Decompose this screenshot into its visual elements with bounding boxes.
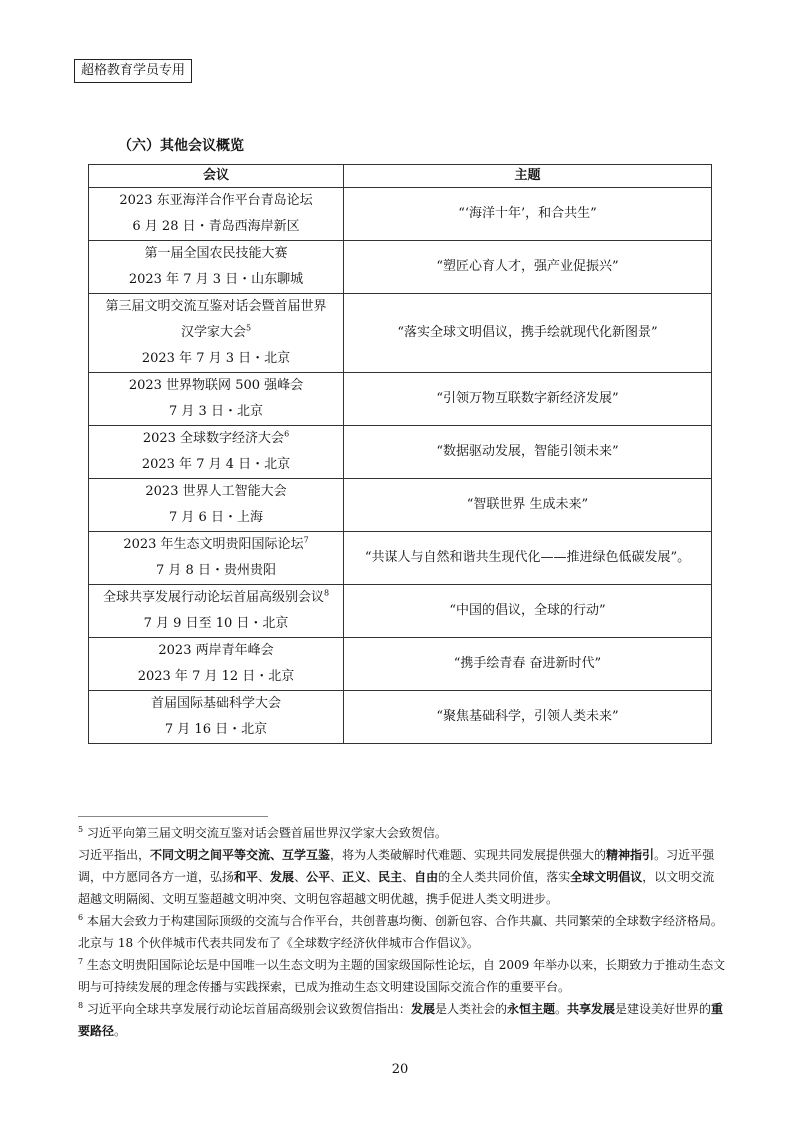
theme-cell: “‘海洋十年’，和合共生”	[344, 188, 712, 241]
table-body	[89, 188, 712, 744]
footnote-text: 习近平向第三届文明交流互鉴对话会暨首届世界汉学家大会致贺信。	[86, 826, 447, 840]
footnote-emphasis: 公平	[306, 870, 331, 884]
meeting-cell	[89, 373, 344, 426]
footnote-emphasis: 不同文明之间平等交流、互学互鉴	[150, 848, 331, 862]
footnote-text: ，以文明交流超越文明隔阂、文明互鉴超越文明冲突、文明包容超越文明优越，携手促进人类文明进步。	[78, 870, 715, 906]
footnote-text: 是建设美好世界的	[615, 1002, 712, 1016]
meeting-name-line	[93, 320, 339, 346]
table-row	[89, 691, 712, 744]
table-row	[89, 532, 712, 585]
meeting-name-line	[93, 638, 339, 664]
footnote-text: ，将为人类破解时代难题、实现共同发展提供强大的	[330, 848, 607, 862]
footnote-mark: 5	[78, 825, 84, 834]
meeting-name-text: 全球共享发展行动论坛首届高级别会议	[102, 590, 324, 605]
theme-cell: “聚焦基础科学，引领人类未来”	[344, 691, 712, 744]
footnote-mark: 7	[78, 957, 84, 966]
meeting-name-line	[93, 505, 339, 531]
meeting-cell	[89, 691, 344, 744]
meeting-name-line	[93, 188, 339, 214]
meeting-name-line	[93, 294, 339, 320]
meeting-name-text: 2023 全球数字经济大会	[142, 431, 285, 446]
footnote-emphasis: 共享发展	[567, 1002, 616, 1016]
footnote-ref: 6	[284, 429, 290, 439]
meeting-name-text: 2023 年 7 月 3 日・山东聊城	[128, 272, 304, 287]
footnote	[78, 844, 726, 910]
footnote-emphasis: 发展	[270, 870, 295, 884]
meeting-cell	[89, 479, 344, 532]
meeting-name-text: 2023 年生态文明贵阳国际论坛	[123, 537, 304, 552]
theme-cell: “塑匠心育人才，强产业促振兴”	[344, 241, 712, 294]
meeting-name-text: 7 月 16 日・北京	[164, 722, 268, 737]
meeting-name-text: 首届国际基础科学大会	[150, 696, 281, 711]
meeting-name-line	[93, 479, 339, 505]
meeting-name-text: 7 月 9 日至 10 日・北京	[143, 616, 289, 631]
meeting-cell	[89, 638, 344, 691]
footnote-text: 生态文明贵阳国际论坛是中国唯一以生态文明为主题的国家级国际性论坛，自 2009 年举办以来，长期致力于推动生态文明与可持续发展的理念传播与实践探索，已成为推动生态文明建设国际交流合作的重要平台。	[78, 958, 726, 994]
footnote-mark: 6	[78, 913, 84, 922]
footnote-emphasis: 发展	[410, 1002, 435, 1016]
column-header-theme: 主题	[344, 165, 712, 188]
meeting-name-line	[93, 717, 339, 743]
table-header-row	[89, 165, 712, 188]
footnote-text: 、	[330, 870, 343, 884]
meeting-name-line	[93, 664, 339, 690]
meeting-cell	[89, 241, 344, 294]
meeting-name-text: 6 月 28 日・青岛西海岸新区	[132, 219, 300, 234]
footnote-emphasis: 民主	[378, 870, 403, 884]
meeting-name-text: 7 月 3 日・北京	[169, 404, 263, 419]
footnote-emphasis: 精神指引	[606, 848, 655, 862]
footnote	[78, 822, 726, 844]
theme-cell: “共谋人与自然和谐共生现代化——推进绿色低碳发展”。	[344, 532, 712, 585]
footnote-emphasis: 全球文明倡议	[570, 870, 643, 884]
meeting-name-text: 2023 年 7 月 3 日・北京	[141, 351, 291, 366]
section-title: （六）其他会议概览	[118, 138, 244, 154]
theme-cell: “智联世界 生成未来”	[344, 479, 712, 532]
footnote-emphasis: 和平	[234, 870, 259, 884]
theme-cell: “携手绘青春 奋进新时代”	[344, 638, 712, 691]
footnote-text: 、	[294, 870, 307, 884]
meeting-name-text: 第一届全国农民技能大赛	[144, 246, 288, 261]
footnote-divider	[78, 816, 268, 817]
page-number: 20	[391, 1062, 409, 1077]
meeting-cell	[89, 188, 344, 241]
meeting-name-line	[93, 558, 339, 584]
theme-cell: “引领万物互联数字新经济发展”	[344, 373, 712, 426]
theme-cell: “数据驱动发展，智能引领未来”	[344, 426, 712, 479]
meeting-name-text: 2023 东亚海洋合作平台青岛论坛	[119, 193, 313, 208]
footnote	[78, 954, 726, 998]
footnote-emphasis: 重要路径	[78, 1002, 724, 1038]
footnote-ref: 7	[303, 535, 309, 545]
footnote-text: 、	[258, 870, 271, 884]
footnote-ref: 5	[245, 323, 252, 333]
footnote-text: 。	[554, 1002, 567, 1016]
meeting-name-line	[93, 214, 339, 240]
table-row	[89, 479, 712, 532]
column-header-meeting: 会议	[89, 165, 344, 188]
table-row	[89, 373, 712, 426]
meeting-name-text: 7 月 6 日・上海	[169, 510, 263, 525]
meeting-name-text: 2023 年 7 月 12 日・北京	[137, 669, 295, 684]
meeting-name-line	[93, 373, 339, 399]
meeting-name-line	[93, 399, 339, 425]
meeting-name-line	[93, 691, 339, 717]
header-label: 超格教育学员专用	[74, 59, 192, 83]
footnote-emphasis: 永恒主题	[506, 1002, 555, 1016]
footnote-text: 习近平向全球共享发展行动论坛首届高级别会议致贺信指出：	[86, 1002, 411, 1016]
meeting-name-text: 2023 两岸青年峰会	[158, 643, 274, 658]
meeting-name-text: 2023 年 7 月 4 日・北京	[141, 457, 291, 472]
meeting-name-text: 2023 世界物联网 500 强峰会	[128, 378, 304, 393]
meeting-name-line	[93, 452, 339, 478]
meeting-cell	[89, 426, 344, 479]
meeting-name-line	[93, 346, 339, 372]
footnote-text: 。习近平强调，中方愿同各方一道，弘扬	[78, 848, 715, 884]
meetings-table	[88, 164, 712, 744]
table-row	[89, 241, 712, 294]
footnote-text: 是人类社会的	[434, 1002, 507, 1016]
footnote-text: 。	[114, 1024, 127, 1038]
footnote	[78, 910, 726, 954]
footnote-text: 习近平指出，	[78, 848, 151, 862]
table-row	[89, 426, 712, 479]
meeting-name-text: 2023 世界人工智能大会	[145, 484, 287, 499]
meeting-name-text: 第三届文明交流互鉴对话会暨首届世界	[105, 299, 327, 314]
meeting-name-text: 汉学家大会	[180, 325, 246, 340]
meeting-cell	[89, 532, 344, 585]
footnote-text: 、	[402, 870, 415, 884]
meeting-cell	[89, 294, 344, 373]
table-row	[89, 294, 712, 373]
footnote-emphasis: 正义	[342, 870, 367, 884]
meeting-name-line	[93, 532, 339, 558]
table-row	[89, 585, 712, 638]
meeting-name-line	[93, 611, 339, 637]
meeting-name-line	[93, 585, 339, 611]
footnote-mark: 8	[78, 1001, 84, 1010]
footnote-emphasis: 自由	[414, 870, 439, 884]
footnote-ref: 8	[323, 588, 330, 598]
footnotes	[78, 822, 726, 1042]
footnote-text: 、	[366, 870, 379, 884]
table-row	[89, 188, 712, 241]
meeting-cell	[89, 585, 344, 638]
footnote	[78, 998, 726, 1042]
footnote-text: 本届大会致力于构建国际顶级的交流与合作平台，共创普惠均衡、创新包容、合作共赢、共同繁荣的全球数字经济格局。北京与 18 个伙伴城市代表共同发布了《全球数字经济伙伴城市合作倡议》。	[78, 914, 723, 950]
theme-cell: “落实全球文明倡议，携手绘就现代化新图景”	[344, 294, 712, 373]
meeting-name-line	[93, 426, 339, 452]
meeting-name-line	[93, 241, 339, 267]
table-row	[89, 638, 712, 691]
footnote-text: 的全人类共同价值，落实	[438, 870, 571, 884]
meeting-name-text: 7 月 8 日・贵州贵阳	[156, 563, 276, 578]
theme-cell: “中国的倡议，全球的行动”	[344, 585, 712, 638]
meeting-name-line	[93, 267, 339, 293]
